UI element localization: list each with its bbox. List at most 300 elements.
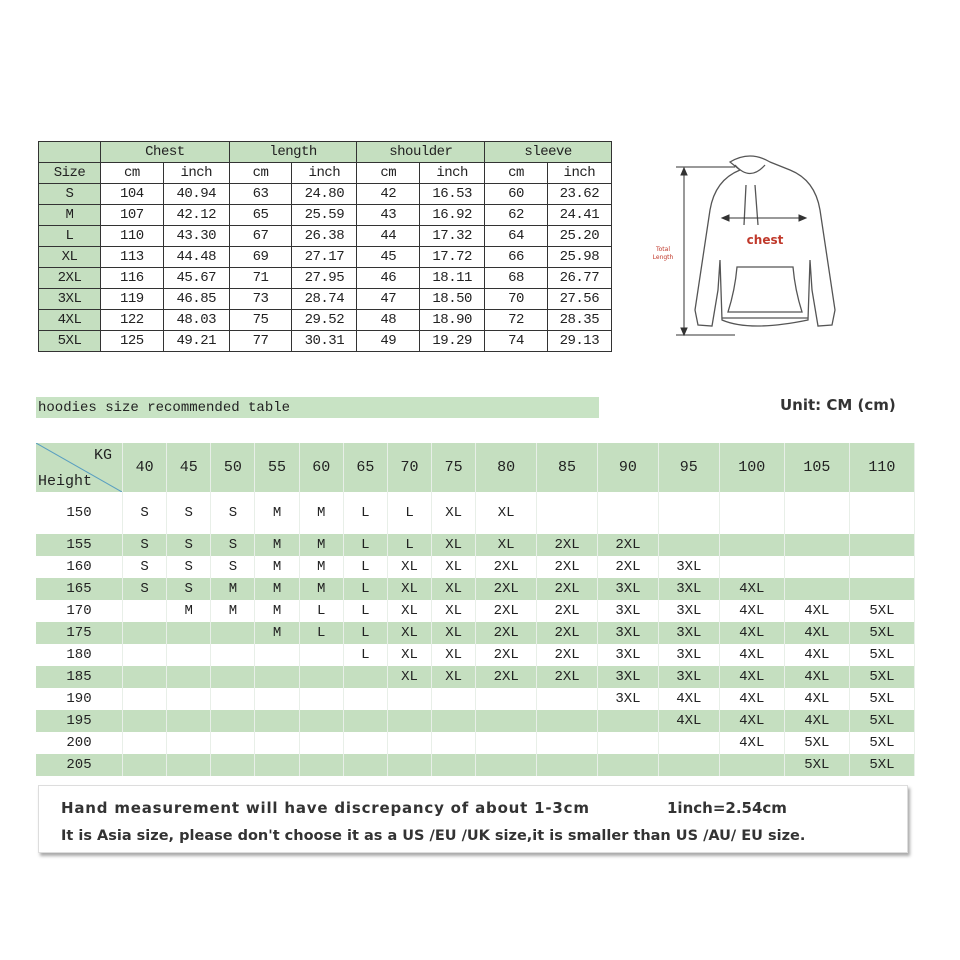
size-recommendation-cell: 5XL: [849, 622, 914, 644]
measurement-cell: 27.17: [292, 247, 357, 268]
weight-header-row: [36, 443, 915, 492]
height-row: [36, 578, 915, 600]
size-recommendation-cell: 2XL: [537, 600, 598, 622]
size-recommendation-cell: M: [299, 492, 343, 534]
weight-header: 85: [537, 443, 598, 492]
size-recommendation-cell: [849, 578, 914, 600]
size-recommendation-cell: [784, 556, 849, 578]
size-recommendation-cell: L: [343, 578, 387, 600]
size-recommendation-cell: [784, 578, 849, 600]
weight-header: 105: [784, 443, 849, 492]
size-row: [39, 331, 612, 352]
size-recommendation-cell: [387, 754, 431, 776]
size-recommendation-cell: S: [123, 578, 167, 600]
size-recommendation-cell: 5XL: [849, 644, 914, 666]
size-recommendation-cell: [343, 732, 387, 754]
weight-header: 45: [167, 443, 211, 492]
unit-header: cm: [101, 163, 164, 184]
size-recommendation-cell: S: [211, 534, 255, 556]
height-cell: 170: [36, 600, 123, 622]
size-recommendation-cell: [211, 732, 255, 754]
corner-header: [36, 443, 123, 492]
total-length-label-2: Length: [652, 254, 674, 261]
measurement-cell: 116: [101, 268, 164, 289]
size-recommendation-cell: [255, 688, 299, 710]
measurement-cell: 25.59: [292, 205, 357, 226]
size-recommendation-cell: [299, 666, 343, 688]
measurement-cell: 66: [485, 247, 547, 268]
size-recommendation-cell: [167, 754, 211, 776]
height-row: [36, 600, 915, 622]
weight-header: 100: [719, 443, 784, 492]
height-cell: 155: [36, 534, 123, 556]
size-recommendation-cell: [476, 732, 537, 754]
measurement-cell: 17.72: [420, 247, 485, 268]
size-recommendation-cell: [299, 644, 343, 666]
size-row: [39, 289, 612, 310]
measurement-cell: 24.80: [292, 184, 357, 205]
size-recommendation-cell: [123, 710, 167, 732]
weight-header: 65: [343, 443, 387, 492]
height-cell: 165: [36, 578, 123, 600]
measurement-cell: 16.53: [420, 184, 485, 205]
size-recommendation-cell: L: [343, 600, 387, 622]
size-recommendation-cell: 2XL: [598, 534, 659, 556]
size-recommendation-cell: 3XL: [658, 666, 719, 688]
size-recommendation-cell: [658, 534, 719, 556]
size-recommendation-cell: [211, 688, 255, 710]
group-header: length: [229, 142, 357, 163]
size-recommendation-cell: [123, 754, 167, 776]
size-recommendation-cell: [432, 710, 476, 732]
size-recommendation-cell: 2XL: [598, 556, 659, 578]
size-recommendation-cell: 2XL: [537, 578, 598, 600]
size-row: [39, 268, 612, 289]
size-recommendation-cell: [658, 732, 719, 754]
size-recommendation-cell: M: [211, 600, 255, 622]
measurement-cell: 40.94: [163, 184, 229, 205]
size-recommendation-cell: 3XL: [598, 622, 659, 644]
measurement-cell: 107: [101, 205, 164, 226]
size-recommendation-cell: M: [255, 600, 299, 622]
size-recommendation-cell: [255, 754, 299, 776]
height-row: [36, 710, 915, 732]
size-recommendation-cell: 4XL: [719, 644, 784, 666]
size-recommendation-cell: [211, 622, 255, 644]
size-recommendation-cell: 5XL: [784, 732, 849, 754]
size-row: [39, 205, 612, 226]
measurement-cell: 68: [485, 268, 547, 289]
size-row: [39, 226, 612, 247]
size-recommendation-cell: 4XL: [784, 710, 849, 732]
size-recommendation-cell: S: [211, 556, 255, 578]
note-conversion: 1inch=2.54cm: [667, 799, 787, 817]
measurement-cell: 49: [357, 331, 420, 352]
weight-header: 75: [432, 443, 476, 492]
measurement-cell: 122: [101, 310, 164, 331]
size-cell: L: [39, 226, 101, 247]
size-recommendation-cell: [211, 710, 255, 732]
size-recommendation-cell: [255, 666, 299, 688]
height-cell: 205: [36, 754, 123, 776]
size-recommendation-cell: [387, 732, 431, 754]
height-row: [36, 534, 915, 556]
measurement-cell: 71: [229, 268, 291, 289]
size-recommendation-cell: 3XL: [598, 644, 659, 666]
size-recommendation-cell: S: [211, 492, 255, 534]
size-recommendation-cell: [537, 710, 598, 732]
unit-header: inch: [292, 163, 357, 184]
height-cell: 175: [36, 622, 123, 644]
chest-label: chest: [746, 233, 784, 247]
size-recommendation-cell: S: [123, 534, 167, 556]
measurement-cell: 28.74: [292, 289, 357, 310]
kg-label: KG: [93, 447, 112, 464]
size-recommendation-cell: [476, 710, 537, 732]
size-recommendation-cell: [167, 666, 211, 688]
weight-header: 95: [658, 443, 719, 492]
size-recommendation-cell: XL: [387, 556, 431, 578]
measurement-cell: 43.30: [163, 226, 229, 247]
size-cell: 5XL: [39, 331, 101, 352]
size-recommendation-cell: XL: [476, 492, 537, 534]
size-recommendation-cell: [784, 492, 849, 534]
measurement-cell: 65: [229, 205, 291, 226]
weight-header: 60: [299, 443, 343, 492]
height-cell: 180: [36, 644, 123, 666]
size-recommendation-cell: 5XL: [849, 710, 914, 732]
size-recommendation-cell: M: [299, 578, 343, 600]
size-recommendation-cell: L: [299, 600, 343, 622]
size-recommendation-cell: S: [123, 492, 167, 534]
size-recommendation-cell: [658, 492, 719, 534]
size-header: Size: [39, 163, 101, 184]
size-recommendation-cell: [299, 710, 343, 732]
height-row: [36, 492, 915, 534]
size-cell: 3XL: [39, 289, 101, 310]
measurement-cell: 46: [357, 268, 420, 289]
size-recommendation-cell: 5XL: [784, 754, 849, 776]
note-asia-size: It is Asia size, please don't choose it as a US /EU /UK size,it is smaller than US /AU/ EU size.: [61, 828, 806, 844]
height-cell: 195: [36, 710, 123, 732]
size-recommendation-cell: [719, 556, 784, 578]
size-recommendation-cell: 4XL: [719, 688, 784, 710]
measurement-cell: 27.95: [292, 268, 357, 289]
size-recommendation-cell: XL: [432, 556, 476, 578]
size-recommendation-cell: 4XL: [784, 666, 849, 688]
measurement-cell: 75: [229, 310, 291, 331]
size-recommendation-cell: S: [123, 556, 167, 578]
measurement-cell: 67: [229, 226, 291, 247]
weight-header: 80: [476, 443, 537, 492]
height-cell: 200: [36, 732, 123, 754]
measurement-cell: 18.11: [420, 268, 485, 289]
size-recommendation-cell: 2XL: [537, 556, 598, 578]
size-cell: S: [39, 184, 101, 205]
size-recommendation-cell: [432, 754, 476, 776]
size-recommendation-cell: [598, 732, 659, 754]
measurement-cell: 110: [101, 226, 164, 247]
size-recommendation-cell: [255, 732, 299, 754]
height-row: [36, 556, 915, 578]
height-cell: 190: [36, 688, 123, 710]
measurement-cell: 46.85: [163, 289, 229, 310]
size-recommendation-cell: [123, 622, 167, 644]
size-recommendation-cell: 2XL: [537, 534, 598, 556]
measurement-cell: 104: [101, 184, 164, 205]
size-recommendation-cell: 5XL: [849, 754, 914, 776]
size-recommendation-cell: 2XL: [537, 644, 598, 666]
size-recommendation-cell: [432, 688, 476, 710]
size-recommendation-cell: [784, 534, 849, 556]
size-recommendation-cell: [432, 732, 476, 754]
measurement-note: [38, 785, 908, 853]
size-recommendation-cell: [719, 534, 784, 556]
size-recommendation-cell: L: [343, 622, 387, 644]
size-recommendation-cell: L: [387, 492, 431, 534]
size-recommendation-cell: [598, 492, 659, 534]
size-recommendation-cell: [343, 666, 387, 688]
size-recommendation-cell: [537, 492, 598, 534]
measurement-cell: 24.41: [547, 205, 611, 226]
size-recommendation-cell: [598, 710, 659, 732]
size-chart-table: [38, 141, 612, 352]
size-recommendation-cell: [167, 622, 211, 644]
size-recommendation-cell: [167, 710, 211, 732]
unit-header-row: [39, 163, 612, 184]
weight-header: 110: [849, 443, 914, 492]
measurement-cell: 74: [485, 331, 547, 352]
group-header-row: [39, 142, 612, 163]
measurement-cell: 64: [485, 226, 547, 247]
size-recommendation-cell: XL: [432, 492, 476, 534]
size-cell: 2XL: [39, 268, 101, 289]
measurement-cell: 25.98: [547, 247, 611, 268]
size-recommendation-cell: [123, 600, 167, 622]
measurement-cell: 47: [357, 289, 420, 310]
size-recommendation-cell: 4XL: [719, 732, 784, 754]
size-recommendation-cell: [299, 688, 343, 710]
size-recommendation-cell: XL: [387, 644, 431, 666]
height-row: [36, 622, 915, 644]
measurement-cell: 42.12: [163, 205, 229, 226]
group-header: shoulder: [357, 142, 485, 163]
measurement-cell: 119: [101, 289, 164, 310]
size-recommendation-cell: [123, 666, 167, 688]
size-recommendation-cell: M: [255, 622, 299, 644]
measurement-cell: 30.31: [292, 331, 357, 352]
measurement-cell: 45.67: [163, 268, 229, 289]
measurement-cell: 19.29: [420, 331, 485, 352]
height-row: [36, 688, 915, 710]
size-recommendation-cell: M: [299, 534, 343, 556]
measurement-cell: 29.52: [292, 310, 357, 331]
measurement-cell: 125: [101, 331, 164, 352]
size-recommendation-cell: 4XL: [784, 600, 849, 622]
size-recommendation-cell: M: [255, 556, 299, 578]
size-recommendation-cell: 4XL: [719, 622, 784, 644]
size-recommendation-cell: [123, 688, 167, 710]
size-recommendation-cell: 3XL: [598, 600, 659, 622]
size-recommendation-cell: XL: [476, 534, 537, 556]
size-recommendation-cell: 2XL: [476, 556, 537, 578]
size-recommendation-cell: [167, 688, 211, 710]
size-recommendation-cell: 4XL: [719, 710, 784, 732]
size-recommendation-cell: 4XL: [784, 622, 849, 644]
measurement-cell: 42: [357, 184, 420, 205]
size-recommendation-cell: [299, 754, 343, 776]
size-row: [39, 310, 612, 331]
size-recommendation-cell: 2XL: [476, 600, 537, 622]
size-recommendation-cell: [123, 732, 167, 754]
measurement-cell: 45: [357, 247, 420, 268]
height-label: Height: [38, 473, 93, 490]
size-recommendation-cell: [387, 710, 431, 732]
size-recommendation-cell: [167, 644, 211, 666]
size-recommendation-cell: L: [343, 556, 387, 578]
size-recommendation-cell: [167, 732, 211, 754]
unit-header: inch: [163, 163, 229, 184]
height-cell: 185: [36, 666, 123, 688]
size-recommendation-cell: M: [299, 556, 343, 578]
size-recommendation-cell: 4XL: [784, 644, 849, 666]
size-recommendation-cell: S: [167, 534, 211, 556]
size-recommendation-cell: 3XL: [658, 644, 719, 666]
size-recommendation-cell: [211, 666, 255, 688]
size-recommendation-cell: [849, 534, 914, 556]
unit-header: inch: [420, 163, 485, 184]
measurement-cell: 17.32: [420, 226, 485, 247]
group-header: Chest: [101, 142, 230, 163]
size-recommendation-cell: [849, 492, 914, 534]
measurement-cell: 18.90: [420, 310, 485, 331]
unit-header: cm: [357, 163, 420, 184]
size-recommendation-cell: XL: [432, 600, 476, 622]
size-recommendation-cell: [476, 688, 537, 710]
unit-header: cm: [485, 163, 547, 184]
height-row: [36, 666, 915, 688]
unit-label: Unit: CM (cm): [780, 396, 896, 414]
measurement-cell: 27.56: [547, 289, 611, 310]
size-cell: 4XL: [39, 310, 101, 331]
measurement-cell: 77: [229, 331, 291, 352]
size-recommendation-cell: M: [255, 578, 299, 600]
measurement-cell: 28.35: [547, 310, 611, 331]
size-recommendation-cell: XL: [432, 622, 476, 644]
size-recommendation-cell: S: [167, 578, 211, 600]
size-recommendation-cell: [476, 754, 537, 776]
size-recommendation-cell: [211, 754, 255, 776]
size-recommendation-cell: [719, 754, 784, 776]
size-recommendation-cell: [343, 754, 387, 776]
size-recommendation-cell: 2XL: [476, 622, 537, 644]
size-recommendation-cell: XL: [432, 578, 476, 600]
size-recommendation-cell: [299, 732, 343, 754]
measurement-cell: 26.77: [547, 268, 611, 289]
size-recommendation-cell: 3XL: [598, 688, 659, 710]
size-recommendation-cell: 3XL: [658, 622, 719, 644]
size-recommendation-cell: 2XL: [537, 622, 598, 644]
size-recommendation-cell: 2XL: [476, 666, 537, 688]
size-recommendation-cell: 3XL: [658, 578, 719, 600]
size-recommendation-cell: 3XL: [658, 600, 719, 622]
measurement-cell: 25.20: [547, 226, 611, 247]
recommended-table-title: hoodies size recommended table: [36, 397, 599, 418]
size-recommendation-cell: 3XL: [598, 666, 659, 688]
size-recommendation-cell: [255, 644, 299, 666]
size-recommendation-cell: 4XL: [658, 688, 719, 710]
size-recommendation-cell: XL: [432, 534, 476, 556]
group-header: sleeve: [485, 142, 612, 163]
size-recommendation-cell: 4XL: [719, 578, 784, 600]
size-recommendation-cell: M: [255, 492, 299, 534]
size-recommendation-cell: [537, 688, 598, 710]
size-recommendation-cell: 3XL: [598, 578, 659, 600]
size-recommendation-cell: M: [211, 578, 255, 600]
size-recommendation-cell: XL: [387, 600, 431, 622]
size-recommendation-cell: [211, 644, 255, 666]
measurement-cell: 63: [229, 184, 291, 205]
size-recommendation-cell: [849, 556, 914, 578]
size-recommendation-cell: [719, 492, 784, 534]
measurement-cell: 70: [485, 289, 547, 310]
size-recommendation-cell: S: [167, 556, 211, 578]
size-recommendation-cell: 2XL: [537, 666, 598, 688]
size-recommendation-cell: 4XL: [784, 688, 849, 710]
size-recommendation-cell: XL: [387, 622, 431, 644]
measurement-cell: 60: [485, 184, 547, 205]
size-recommendation-cell: 5XL: [849, 600, 914, 622]
hoodie-diagram: [640, 140, 860, 350]
height-row: [36, 732, 915, 754]
measurement-cell: 48: [357, 310, 420, 331]
weight-header: 90: [598, 443, 659, 492]
size-recommendation-cell: [537, 732, 598, 754]
measurement-cell: 48.03: [163, 310, 229, 331]
measurement-cell: 49.21: [163, 331, 229, 352]
measurement-cell: 18.50: [420, 289, 485, 310]
size-recommendation-table: [36, 443, 915, 776]
size-recommendation-cell: [658, 754, 719, 776]
measurement-cell: 73: [229, 289, 291, 310]
size-recommendation-cell: XL: [387, 578, 431, 600]
measurement-cell: 69: [229, 247, 291, 268]
size-cell: XL: [39, 247, 101, 268]
size-recommendation-cell: 5XL: [849, 688, 914, 710]
size-recommendation-cell: [123, 644, 167, 666]
corner-cell: [39, 142, 101, 163]
size-recommendation-cell: [537, 754, 598, 776]
measurement-cell: 23.62: [547, 184, 611, 205]
size-recommendation-cell: L: [387, 534, 431, 556]
unit-header: cm: [229, 163, 291, 184]
size-recommendation-cell: 2XL: [476, 578, 537, 600]
size-cell: M: [39, 205, 101, 226]
size-row: [39, 247, 612, 268]
size-recommendation-cell: 4XL: [658, 710, 719, 732]
size-recommendation-cell: 3XL: [658, 556, 719, 578]
size-recommendation-cell: [598, 754, 659, 776]
height-cell: 150: [36, 492, 123, 534]
height-cell: 160: [36, 556, 123, 578]
total-length-label: Total: [655, 246, 671, 253]
weight-header: 50: [211, 443, 255, 492]
size-recommendation-cell: L: [343, 534, 387, 556]
measurement-cell: 72: [485, 310, 547, 331]
height-row: [36, 754, 915, 776]
size-recommendation-cell: L: [343, 492, 387, 534]
weight-header: 70: [387, 443, 431, 492]
